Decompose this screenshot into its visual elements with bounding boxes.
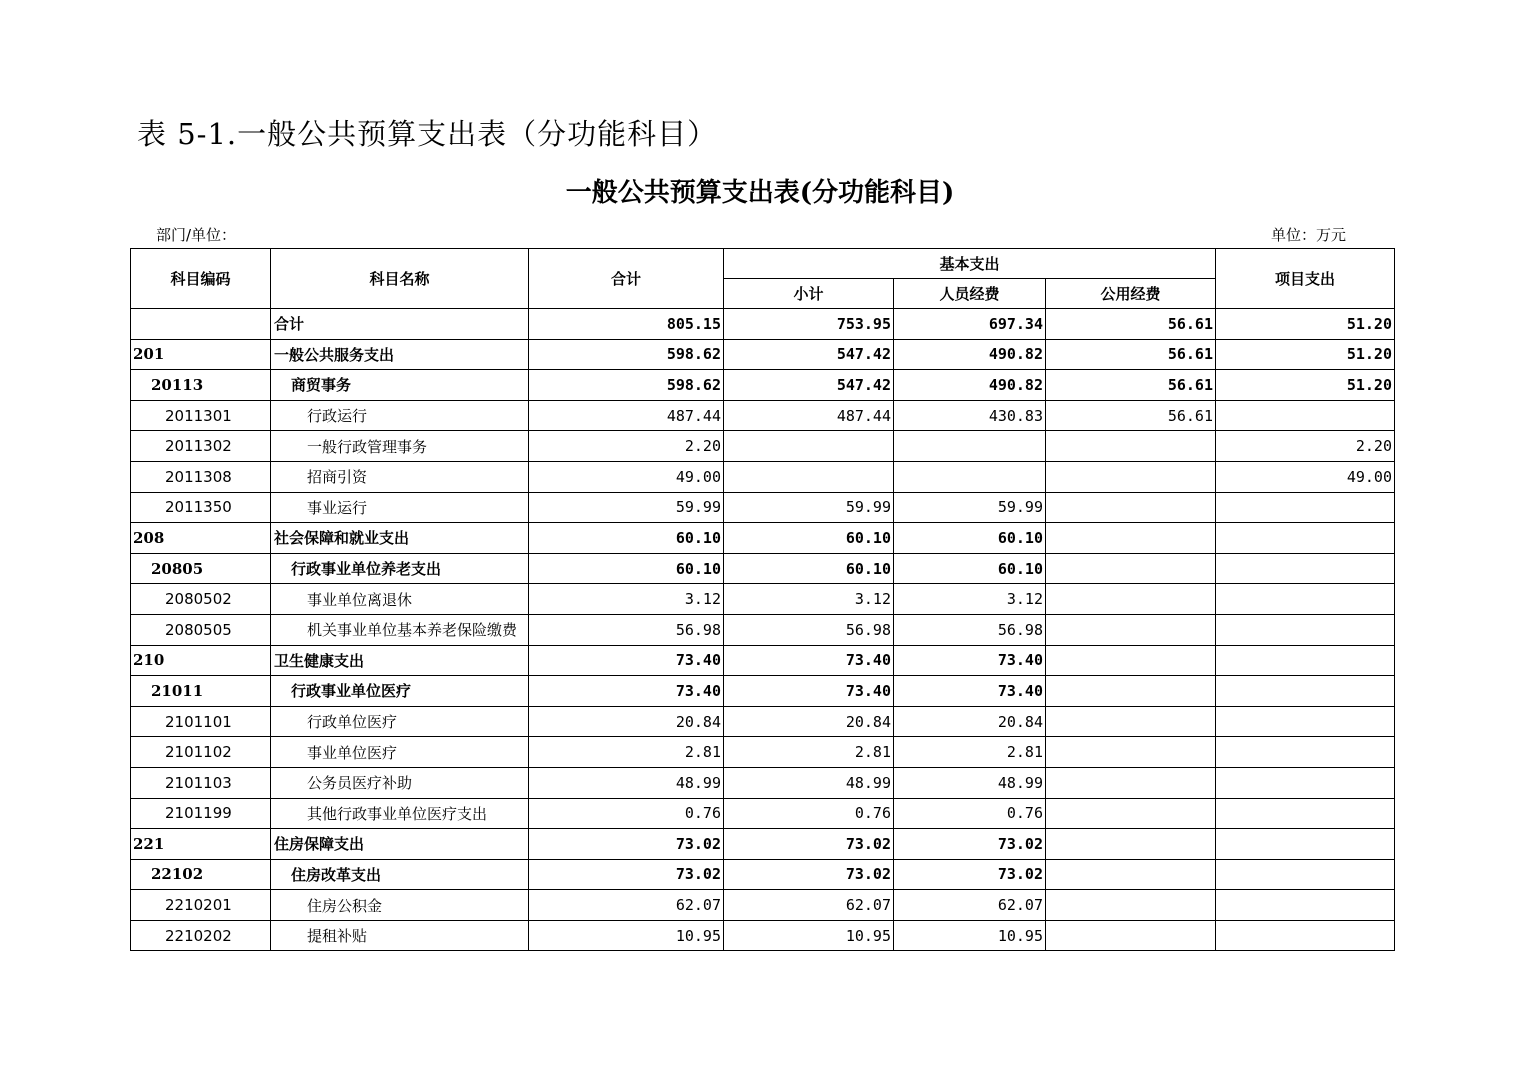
cell-public: [1046, 920, 1216, 951]
cell-public: [1046, 461, 1216, 492]
cell-personnel: 73.02: [894, 859, 1046, 890]
cell-name: 行政事业单位养老支出: [271, 553, 529, 584]
cell-total: 59.99: [529, 492, 724, 523]
header-subtotal: 小计: [724, 279, 894, 309]
cell-subtotal: 753.95: [724, 309, 894, 340]
cell-subtotal: [724, 431, 894, 462]
cell-subtotal: 73.40: [724, 676, 894, 707]
table-row: [131, 339, 1395, 370]
cell-total: 73.40: [529, 645, 724, 676]
cell-project: 49.00: [1216, 461, 1395, 492]
cell-public: [1046, 767, 1216, 798]
table-title: 一般公共预算支出表(分功能科目): [565, 178, 955, 208]
cell-total: 73.02: [529, 859, 724, 890]
table-body: [131, 309, 1395, 951]
cell-subtotal: [724, 461, 894, 492]
cell-code: 2210202: [131, 920, 271, 951]
cell-name: 事业运行: [271, 492, 529, 523]
cell-project: [1216, 614, 1395, 645]
cell-subtotal: 73.02: [724, 829, 894, 860]
cell-total: 598.62: [529, 370, 724, 401]
cell-total: 805.15: [529, 309, 724, 340]
table-row: [131, 523, 1395, 554]
cell-code: 2101102: [131, 737, 271, 768]
cell-code: 201: [131, 339, 271, 370]
cell-total: 0.76: [529, 798, 724, 829]
cell-project: 51.20: [1216, 370, 1395, 401]
cell-project: [1216, 767, 1395, 798]
header-code: 科目编码: [131, 249, 271, 309]
department-label: 部门/单位：: [156, 226, 237, 244]
table-row: [131, 400, 1395, 431]
cell-code: 2011350: [131, 492, 271, 523]
cell-name: 合计: [271, 309, 529, 340]
cell-public: [1046, 523, 1216, 554]
cell-project: [1216, 523, 1395, 554]
cell-code: 221: [131, 829, 271, 860]
cell-name: 事业单位离退休: [271, 584, 529, 615]
cell-total: 487.44: [529, 400, 724, 431]
cell-personnel: 59.99: [894, 492, 1046, 523]
table-row: [131, 676, 1395, 707]
cell-public: 56.61: [1046, 400, 1216, 431]
cell-public: [1046, 492, 1216, 523]
cell-subtotal: 20.84: [724, 706, 894, 737]
cell-name: 商贸事务: [271, 370, 529, 401]
cell-personnel: 48.99: [894, 767, 1046, 798]
cell-name: 住房公积金: [271, 890, 529, 921]
cell-subtotal: 73.02: [724, 859, 894, 890]
cell-total: 20.84: [529, 706, 724, 737]
cell-project: 51.20: [1216, 339, 1395, 370]
document-title: 表 5-1.一般公共预算支出表（分功能科目）: [137, 117, 718, 151]
header-public: 公用经费: [1046, 279, 1216, 309]
header-name: 科目名称: [271, 249, 529, 309]
cell-public: [1046, 829, 1216, 860]
cell-project: [1216, 829, 1395, 860]
table-row: [131, 614, 1395, 645]
table-row: [131, 584, 1395, 615]
table-row: [131, 890, 1395, 921]
cell-project: [1216, 584, 1395, 615]
cell-code: [131, 309, 271, 340]
cell-public: [1046, 645, 1216, 676]
cell-name: 卫生健康支出: [271, 645, 529, 676]
cell-project: [1216, 676, 1395, 707]
table-row: [131, 920, 1395, 951]
cell-total: 10.95: [529, 920, 724, 951]
cell-personnel: 430.83: [894, 400, 1046, 431]
header-personnel: 人员经费: [894, 279, 1046, 309]
cell-name: 社会保障和就业支出: [271, 523, 529, 554]
unit-label: 单位：万元: [1270, 226, 1346, 244]
cell-subtotal: 60.10: [724, 553, 894, 584]
cell-code: 22102: [131, 859, 271, 890]
cell-public: 56.61: [1046, 339, 1216, 370]
cell-subtotal: 48.99: [724, 767, 894, 798]
table-row: [131, 492, 1395, 523]
cell-subtotal: 62.07: [724, 890, 894, 921]
table-row: [131, 859, 1395, 890]
cell-name: 行政事业单位医疗: [271, 676, 529, 707]
cell-subtotal: 10.95: [724, 920, 894, 951]
cell-personnel: 73.40: [894, 676, 1046, 707]
cell-code: 2101103: [131, 767, 271, 798]
cell-public: [1046, 859, 1216, 890]
cell-personnel: 490.82: [894, 339, 1046, 370]
cell-public: [1046, 676, 1216, 707]
cell-subtotal: 487.44: [724, 400, 894, 431]
cell-personnel: 73.40: [894, 645, 1046, 676]
cell-code: 2011308: [131, 461, 271, 492]
cell-total: 2.81: [529, 737, 724, 768]
cell-total: 73.40: [529, 676, 724, 707]
budget-table: [130, 248, 1395, 951]
cell-total: 48.99: [529, 767, 724, 798]
cell-name: 住房改革支出: [271, 859, 529, 890]
cell-personnel: 2.81: [894, 737, 1046, 768]
table-row: [131, 829, 1395, 860]
cell-subtotal: 73.40: [724, 645, 894, 676]
table-row: [131, 645, 1395, 676]
cell-project: [1216, 645, 1395, 676]
table-row: [131, 370, 1395, 401]
cell-personnel: 62.07: [894, 890, 1046, 921]
cell-personnel: 60.10: [894, 553, 1046, 584]
cell-total: 598.62: [529, 339, 724, 370]
cell-name: 事业单位医疗: [271, 737, 529, 768]
cell-public: [1046, 798, 1216, 829]
cell-project: [1216, 706, 1395, 737]
cell-total: 73.02: [529, 829, 724, 860]
cell-project: [1216, 492, 1395, 523]
cell-subtotal: 59.99: [724, 492, 894, 523]
cell-public: [1046, 584, 1216, 615]
cell-name: 住房保障支出: [271, 829, 529, 860]
cell-personnel: 3.12: [894, 584, 1046, 615]
cell-subtotal: 3.12: [724, 584, 894, 615]
cell-total: 60.10: [529, 523, 724, 554]
cell-subtotal: 547.42: [724, 339, 894, 370]
cell-subtotal: 56.98: [724, 614, 894, 645]
cell-subtotal: 0.76: [724, 798, 894, 829]
cell-project: [1216, 553, 1395, 584]
cell-name: 行政运行: [271, 400, 529, 431]
cell-project: [1216, 400, 1395, 431]
table-header: [131, 249, 1395, 309]
cell-public: 56.61: [1046, 370, 1216, 401]
cell-name: 行政单位医疗: [271, 706, 529, 737]
cell-code: 21011: [131, 676, 271, 707]
cell-total: 56.98: [529, 614, 724, 645]
cell-name: 招商引资: [271, 461, 529, 492]
cell-public: 56.61: [1046, 309, 1216, 340]
cell-public: [1046, 553, 1216, 584]
cell-code: 2080502: [131, 584, 271, 615]
cell-personnel: 20.84: [894, 706, 1046, 737]
cell-project: [1216, 890, 1395, 921]
cell-total: 62.07: [529, 890, 724, 921]
cell-public: [1046, 431, 1216, 462]
cell-name: 一般行政管理事务: [271, 431, 529, 462]
cell-total: 3.12: [529, 584, 724, 615]
cell-name: 一般公共服务支出: [271, 339, 529, 370]
header-basic: 基本支出: [724, 249, 1216, 279]
header-total: 合计: [529, 249, 724, 309]
cell-code: 2210201: [131, 890, 271, 921]
cell-subtotal: 2.81: [724, 737, 894, 768]
cell-name: 机关事业单位基本养老保险缴费: [271, 614, 529, 645]
cell-project: [1216, 737, 1395, 768]
cell-name: 提租补贴: [271, 920, 529, 951]
cell-code: 210: [131, 645, 271, 676]
cell-project: 2.20: [1216, 431, 1395, 462]
cell-code: 2011301: [131, 400, 271, 431]
cell-total: 49.00: [529, 461, 724, 492]
cell-public: [1046, 706, 1216, 737]
header-project: 项目支出: [1216, 249, 1395, 309]
table-row: [131, 461, 1395, 492]
cell-code: 2080505: [131, 614, 271, 645]
cell-project: [1216, 920, 1395, 951]
cell-name: 公务员医疗补助: [271, 767, 529, 798]
cell-public: [1046, 890, 1216, 921]
cell-name: 其他行政事业单位医疗支出: [271, 798, 529, 829]
cell-code: 2101199: [131, 798, 271, 829]
table-row: [131, 767, 1395, 798]
cell-personnel: 56.98: [894, 614, 1046, 645]
cell-personnel: 73.02: [894, 829, 1046, 860]
cell-public: [1046, 614, 1216, 645]
table-row: [131, 431, 1395, 462]
table-row: [131, 737, 1395, 768]
cell-code: 2011302: [131, 431, 271, 462]
cell-personnel: 0.76: [894, 798, 1046, 829]
cell-personnel: [894, 461, 1046, 492]
cell-public: [1046, 737, 1216, 768]
table-row: [131, 798, 1395, 829]
cell-personnel: 10.95: [894, 920, 1046, 951]
cell-code: 20805: [131, 553, 271, 584]
cell-subtotal: 60.10: [724, 523, 894, 554]
cell-code: 20113: [131, 370, 271, 401]
cell-project: 51.20: [1216, 309, 1395, 340]
cell-subtotal: 547.42: [724, 370, 894, 401]
cell-project: [1216, 798, 1395, 829]
cell-project: [1216, 859, 1395, 890]
cell-code: 2101101: [131, 706, 271, 737]
cell-total: 2.20: [529, 431, 724, 462]
table-row: [131, 706, 1395, 737]
cell-total: 60.10: [529, 553, 724, 584]
table-row: [131, 553, 1395, 584]
table-row: [131, 309, 1395, 340]
cell-code: 208: [131, 523, 271, 554]
cell-personnel: 490.82: [894, 370, 1046, 401]
cell-personnel: 697.34: [894, 309, 1046, 340]
cell-personnel: [894, 431, 1046, 462]
cell-personnel: 60.10: [894, 523, 1046, 554]
